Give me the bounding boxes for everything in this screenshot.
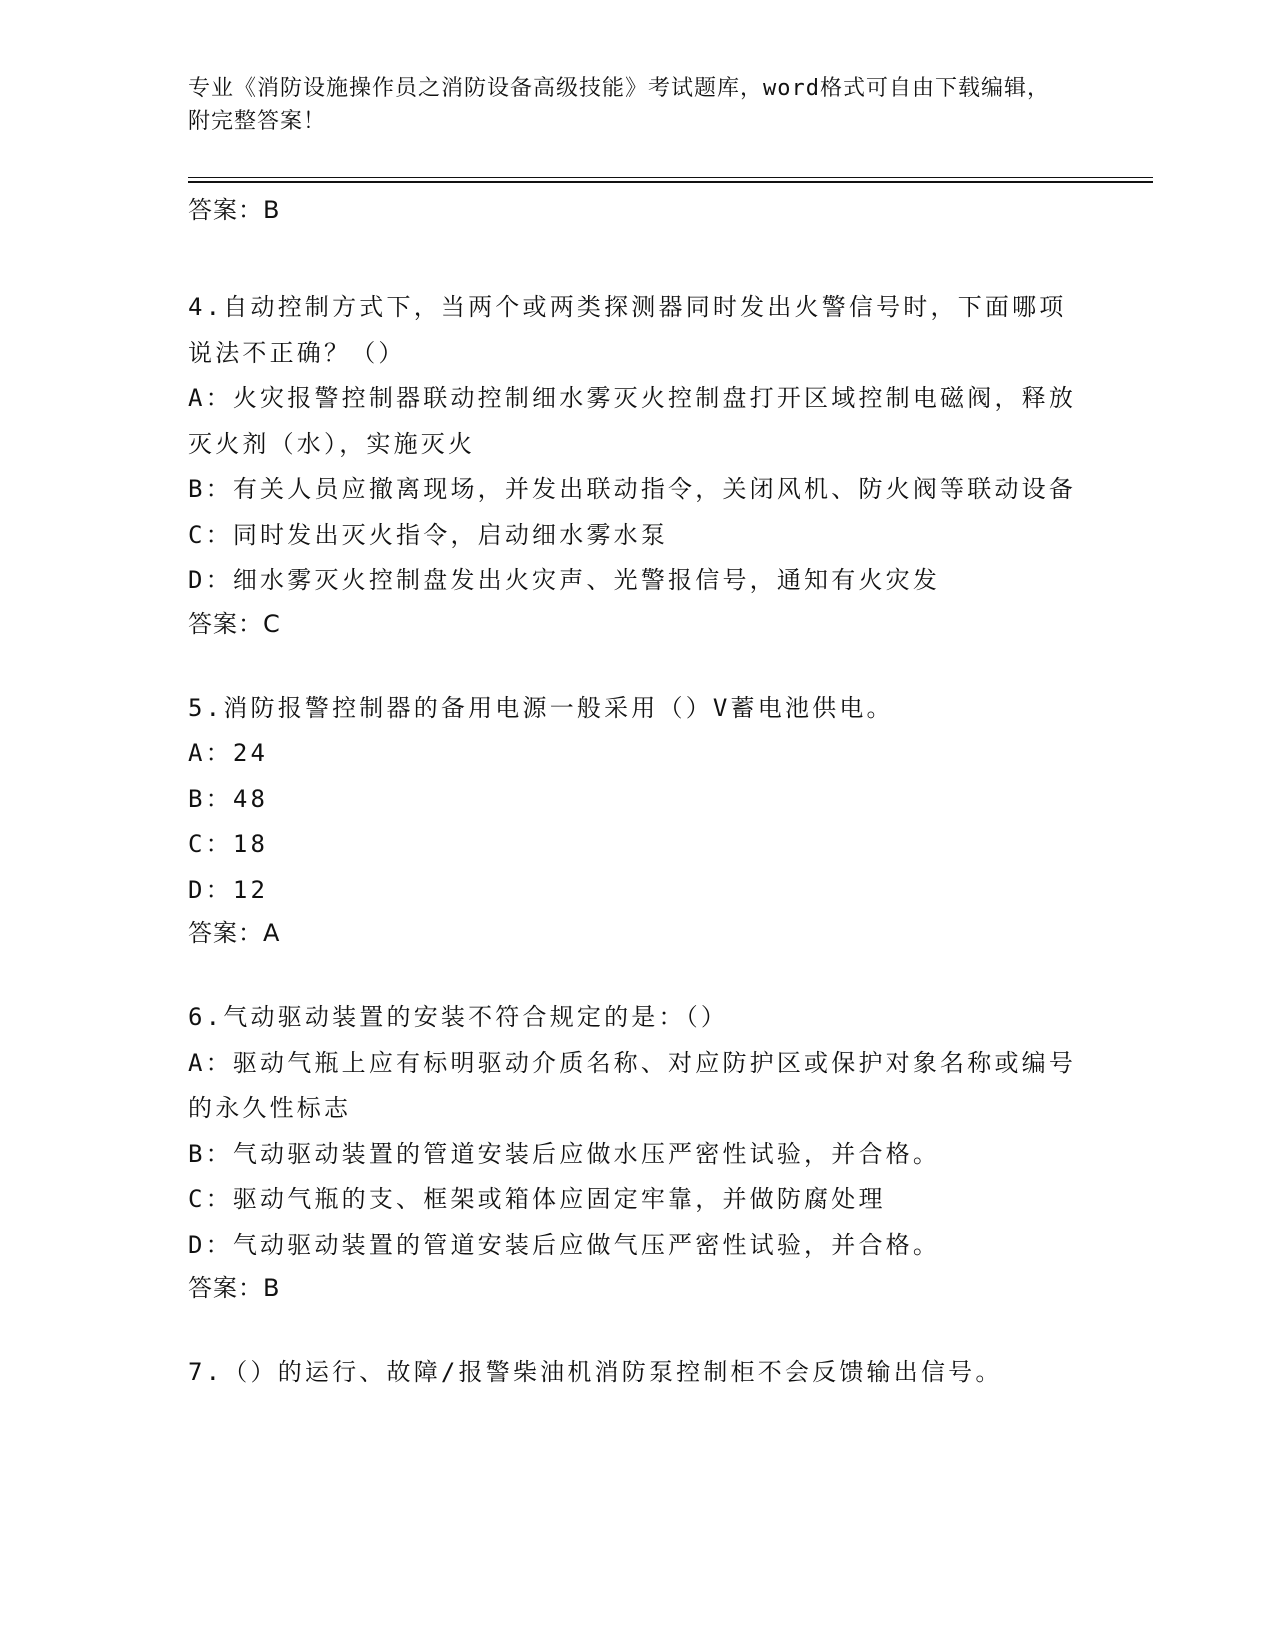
option-d: D：细水雾灭火控制盘发出火灾声、光警报信号，通知有火灾发 xyxy=(188,566,941,594)
option-b: B：有关人员应撤离现场，并发出联动指令，关闭风机、防火阀等联动设备 xyxy=(188,475,1077,503)
question-stem: 6.气动驱动装置的安装不符合规定的是：（） xyxy=(188,1003,729,1031)
answer-q3: 答案：B xyxy=(188,196,281,224)
header-rule-thick xyxy=(188,181,1153,183)
option-c: C：18 xyxy=(188,830,269,858)
answer: 答案：A xyxy=(188,919,281,947)
question-4 xyxy=(188,285,1088,644)
question-stem: 7.（）的运行、故障/报警柴油机消防泵控制柜不会反馈输出信号。 xyxy=(188,1358,1003,1386)
page-header: 专业《消防设施操作员之消防设备高级技能》考试题库，word格式可自由下载编辑，附完整答案！ xyxy=(188,76,1050,134)
header-rule-thin xyxy=(188,177,1153,178)
option-d: D：12 xyxy=(188,875,269,904)
option-d: D：气动驱动装置的管道安装后应做气压严密性试验，并合格。 xyxy=(188,1230,941,1259)
option-b: B：48 xyxy=(188,784,269,813)
question-stem: 4.自动控制方式下，当两个或两类探测器同时发出火警信号时，下面哪项说法不正确？（） xyxy=(188,293,1067,367)
answer: 答案：C xyxy=(188,609,281,638)
option-a: A：驱动气瓶上应有标明驱动介质名称、对应防护区或保护对象名称或编号的永久性标志 xyxy=(188,1048,1077,1122)
option-a: A：火灾报警控制器联动控制细水雾灭火控制盘打开区域控制电磁阀，释放灭火剂（水），实施灭火 xyxy=(188,384,1077,458)
question-6 xyxy=(188,995,1088,1308)
option-b: B：气动驱动装置的管道安装后应做水压严密性试验，并合格。 xyxy=(188,1139,941,1168)
question-5 xyxy=(188,686,1088,954)
question-7 xyxy=(188,1350,1088,1396)
option-c: C：同时发出灭火指令，启动细水雾水泵 xyxy=(188,520,669,549)
question-stem: 5.消防报警控制器的备用电源一般采用（）V蓄电池供电。 xyxy=(188,693,894,722)
option-c: C：驱动气瓶的支、框架或箱体应固定牢靠，并做防腐处理 xyxy=(188,1185,886,1213)
option-a: A：24 xyxy=(188,739,269,767)
answer: 答案：B xyxy=(188,1274,281,1302)
document-body xyxy=(188,190,1088,1396)
